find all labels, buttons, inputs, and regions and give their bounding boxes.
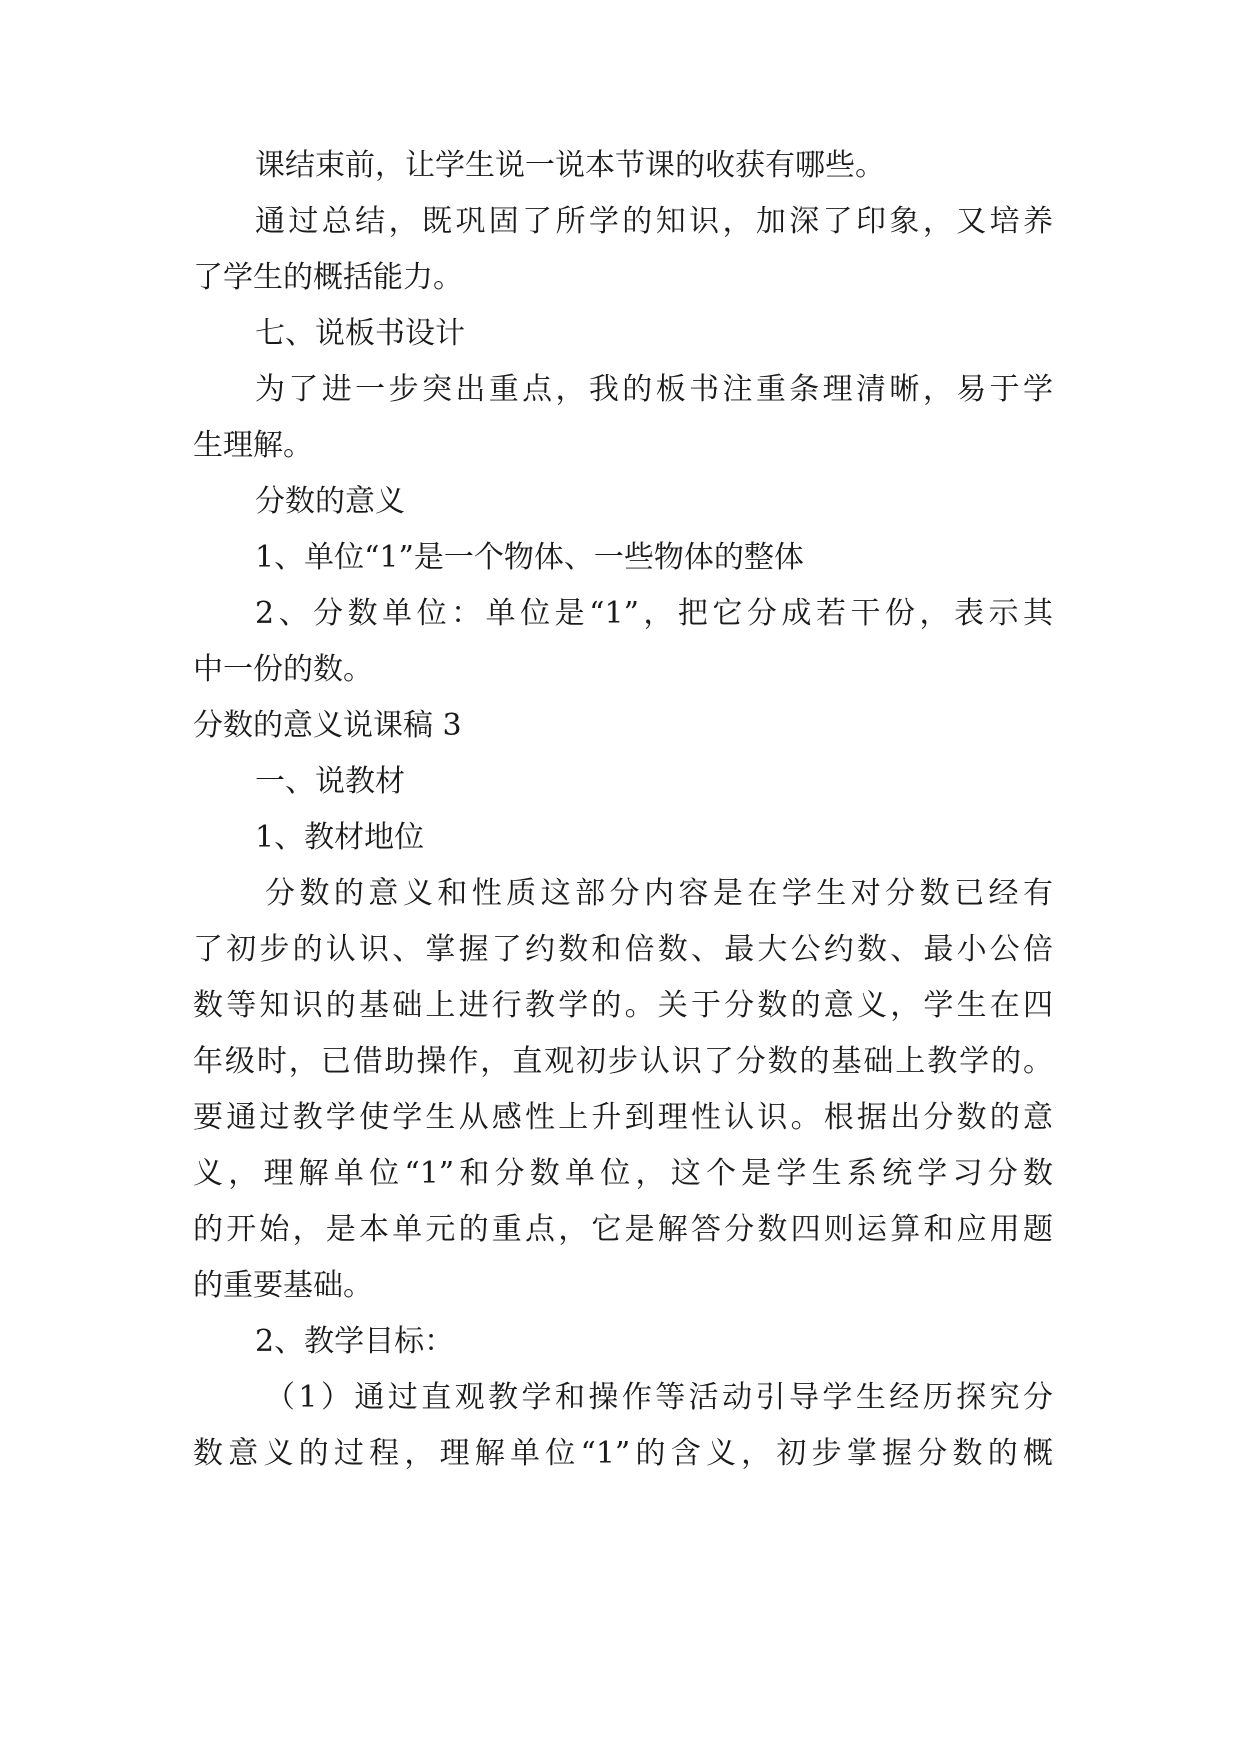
list-item: （1）通过直观教学和操作等活动引导学生经历探究分	[265, 1380, 1053, 1415]
list-item: 2、分数单位：单位是“1”，把它分成若干份，表示其	[255, 596, 1053, 631]
document-title: 分数的意义说课稿 3	[193, 708, 462, 743]
paragraph-line: 数等知识的基础上进行教学的。关于分数的意义，学生在四	[193, 988, 1053, 1023]
paragraph-line: 的重要基础。	[193, 1268, 373, 1303]
list-item: 1、单位“1”是一个物体、一些物体的整体	[255, 540, 804, 575]
paragraph-line: 生理解。	[193, 428, 313, 463]
paragraph-line: 通过总结，既巩固了所学的知识，加深了印象，又培养	[255, 204, 1053, 239]
board-title: 分数的意义	[255, 484, 405, 519]
paragraph-line: 了学生的概括能力。	[193, 260, 463, 295]
paragraph-line: 中一份的数。	[193, 652, 373, 687]
subsection-heading: 2、教学目标：	[255, 1324, 455, 1359]
paragraph-line: 数意义的过程，理解单位“1”的含义，初步掌握分数的概	[193, 1436, 1053, 1471]
paragraph-line: 课结束前，让学生说一说本节课的收获有哪些。	[255, 148, 885, 183]
paragraph-line: 要通过教学使学生从感性上升到理性认识。根据出分数的意	[193, 1100, 1053, 1135]
paragraph-line: 分数的意义和性质这部分内容是在学生对分数已经有	[265, 876, 1053, 911]
section-heading: 七、说板书设计	[255, 316, 465, 351]
section-heading: 一、说教材	[255, 764, 405, 799]
subsection-heading: 1、教材地位	[255, 820, 425, 855]
paragraph-line: 为了进一步突出重点，我的板书注重条理清晰，易于学	[255, 372, 1053, 407]
paragraph-line: 年级时，已借助操作，直观初步认识了分数的基础上教学的。	[193, 1044, 1053, 1079]
paragraph-line: 了初步的认识、掌握了约数和倍数、最大公约数、最小公倍	[193, 932, 1053, 967]
paragraph-line: 义，理解单位“1”和分数单位，这个是学生系统学习分数	[193, 1156, 1053, 1191]
paragraph-line: 的开始，是本单元的重点，它是解答分数四则运算和应用题	[193, 1212, 1053, 1247]
